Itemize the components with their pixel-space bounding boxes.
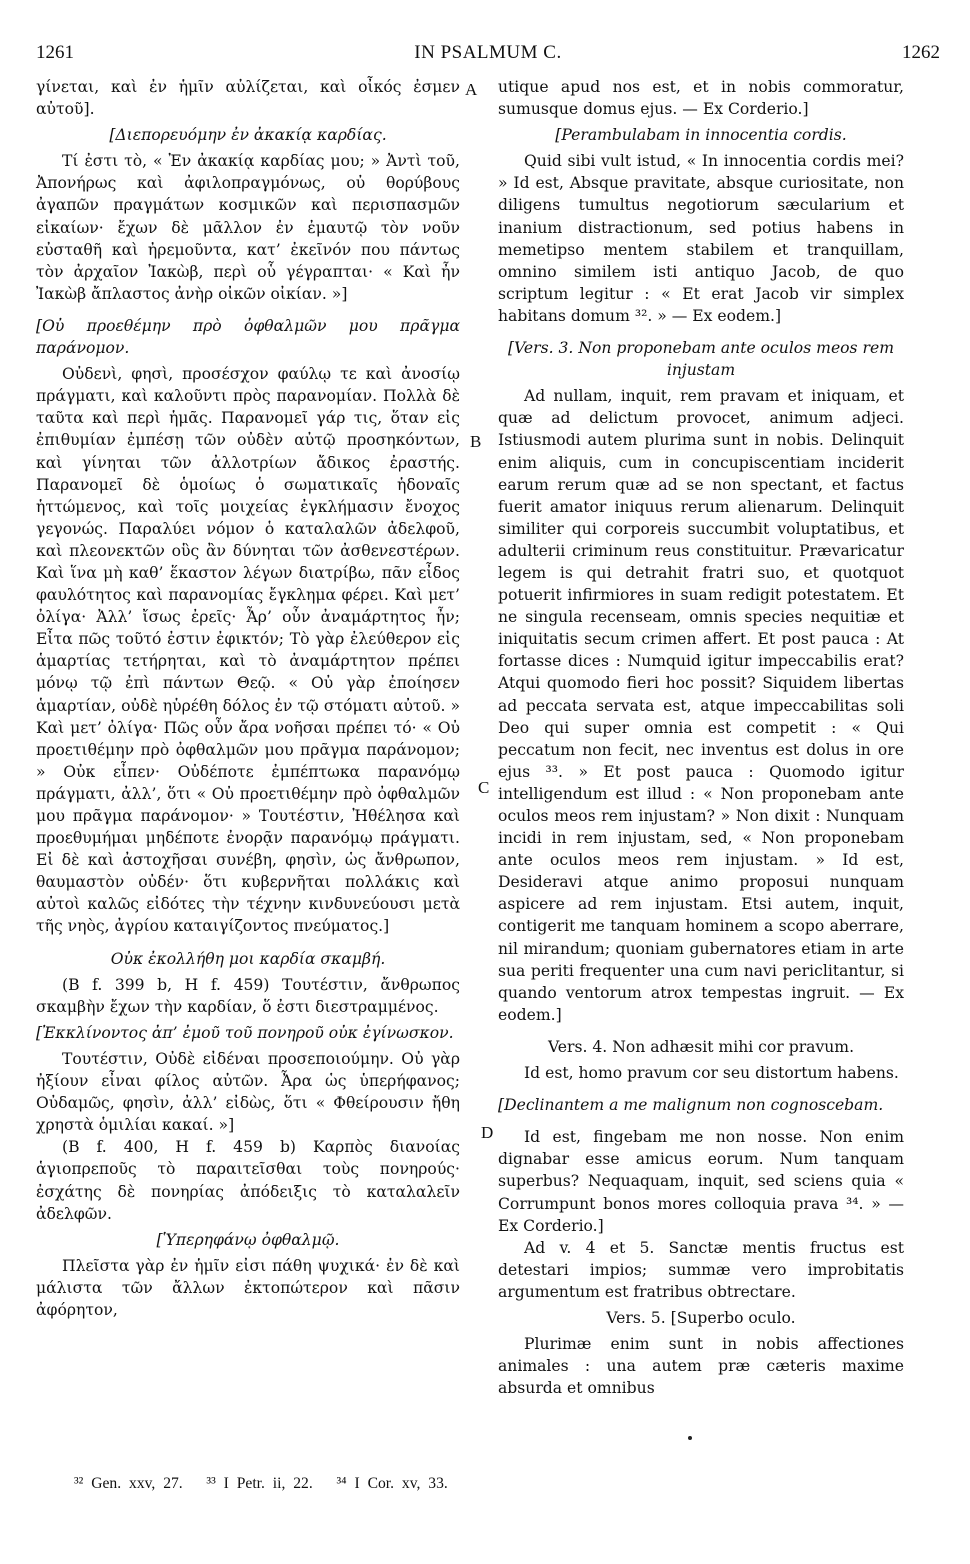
margin-mark-a: A	[465, 80, 478, 99]
latin-paragraph: Id est, homo pravum cor seu distortum habens.	[524, 1064, 899, 1083]
latin-verse-lemma: Vers. 4. Non adhæsit mihi cor pravum.	[547, 1037, 855, 1056]
latin-lemma-heading: [Declinantem a me malignum non cognoscebam.	[498, 1096, 884, 1115]
latin-paragraph: Id est, fingebam me non nosse. Non enim dignabar esse amicus eorum. Num tanquam superbus? Nequaquam, inquit, sed sciens quia « Corrumpunt bonos mores colloquia prava ³⁴. » — Ex Corderio.]	[498, 1128, 904, 1235]
greek-verse-lemma: [Ὑπερηφάνῳ ὀφθαλμῷ.	[156, 1230, 340, 1249]
footnotes	[74, 1475, 448, 1493]
greek-paragraph: (B f. 399 b, H f. 459) Τουτέστιν, ἄνθρωπος σκαμβὴν ἔχων τὴν καρδίαν, ὅ ἐστι διεστραμμένος.	[36, 975, 460, 1016]
latin-lemma-heading: [Vers. 3. Non proponebam ante oculos meos rem injustam	[508, 339, 894, 380]
greek-paragraph: (B f. 400, H f. 459 b) Καρπὸς διανοίας ἁγιοπρεποῦς τὸ παραιτεῖσθαι τοὺς πονηρούς· ἐσχάτης δὲ πονηρίας ἀπόδειξις τὸ καταλαλεῖν ἀδελφῶν.	[36, 1138, 460, 1223]
greek-lemma-heading: [Διεπορευόμην ἐν ἀκακίᾳ καρδίας.	[109, 126, 387, 145]
running-title: IN PSALMUM C.	[414, 42, 562, 63]
footnote-33: ³³ I Petr. ii, 22.	[206, 1475, 313, 1492]
margin-mark-c: C	[478, 778, 490, 797]
greek-lemma-heading: [Ἐκκλίνοντος ἀπ’ ἐμοῦ τοῦ πονηροῦ οὐκ ἐγίνωσκον.	[36, 1023, 454, 1042]
footnote-32: ³² Gen. xxv, 27.	[74, 1475, 183, 1492]
latin-paragraph: utique apud nos est, et in nobis commoratur, sumusque domus ejus. — Ex Corderio.]	[498, 78, 904, 119]
greek-paragraph: Πλεῖστα γὰρ ἐν ἡμῖν εἰσι πάθη ψυχικά· ἐν δὲ καὶ μάλιστα τῶν ἄλλων ἐκτοπώτερον καὶ πᾶσιν ἀφόρητον,	[36, 1256, 460, 1319]
greek-paragraph: Οὐδενὶ, φησὶ, προσέσχον φαύλῳ τε καὶ ἀνοσίῳ πράγματι, καὶ καλοῦντι πρὸς παρανομίαν. Πολλὰ δὲ ταῦτα καὶ περὶ ἡμᾶς. Παρανομεῖ γάρ τις, ὅταν εἰς ἐπιθυμίαν ἐμπέσῃ τῶν οὐδὲν αὐτῷ προσηκόντων, καὶ γίνηται τῶν ἀλλοτρίων ἄδικος ἐραστής. Παρανομεῖ δὲ ὁμοίως ὁ σωματικαῖς ἡδοναῖς ἡττώμενος, καὶ τοῖς μοιχείας ἐγκλήμασιν ἔνοχος γεγονώς. Παραλύει νόμον ὁ καταλαλῶν ἀδελφοῦ, καὶ πλεονεκτῶν οὓς ἂν δύνηται τῶν ἀσθενεστέρων. Καὶ ἵνα μὴ καθ’ ἕκαστον λέγων διατρίβω, πᾶν εἶδος φαυλότητος καὶ παρανομίας ἔγκλημα φέρει. Καὶ μετ’ ὀλίγα· Ἀλλ’ ἴσως ἐρεῖς· Ἆρ’ οὖν ἀναμάρτητος ἦν; Εἶτα πῶς τοῦτό ἐστιν ἐφικτόν; Τὸ γὰρ ἐλεύθερον εἰς ἁμαρτίας τετήρηται, καὶ τὸ ἀναμάρτητον πρέπει μόνῳ τῷ ἐπὶ πάντων Θεῷ. « Οὐ γὰρ ἐποίησεν ἁμαρτίαν, οὐδὲ ηὑρέθη δόλος ἐν τῷ στόματι αὐτοῦ. » Καὶ μετ’ ὀλίγα· Πῶς οὖν ἄρα νοῆσαι πρέπει τό· « Οὐ προετιθέμην πρὸ ὀφθαλμῶν μου πρᾶγμα παράνομον; » Οὐκ εἶπεν· Οὐδέποτε ἐμπέπτωκα παρανόμῳ πράγματι, ἀλλ’, ὅτι « Οὐ προετιθέμην πρὸ ὀφθαλμῶν μου πρᾶγμα παράνομον· » Τουτέστιν, Ἠθέλησα καὶ προεθυμήμαι μηδέποτε ἐνορᾷν παρανόμῳ πράγματι. Εἰ δὲ καὶ ἀστοχῆσαι συνέβη, φησὶν, ὡς ἄνθρωπον, θαυμαστὸν οὐδέν· ὅτι κυβερνῆται πολλάκις καὶ αὐτοὶ καλῶς εἰδότες τὴν τέχνην κινδυνεύουσι μετὰ τῆς νηὸς, ἀγρίου καταιγίζοντος πνεύματος.]	[36, 365, 460, 936]
margin-mark-b: B	[470, 432, 482, 451]
latin-paragraph: Plurimæ enim sunt in nobis affectiones animales : una autem præ cæteris maxime absurda et omnibus	[498, 1335, 904, 1398]
latin-column	[498, 76, 904, 1399]
greek-verse-lemma: Οὐκ ἐκολλήθη μοι καρδία σκαμβή.	[110, 949, 386, 968]
latin-paragraph: Quid sibi vult istud, « In innocentia cordis mei? » Id est, Absque pravitate, absque curiositate, non diligens tumultus negotiorum sæcularium et inanium distractionum, sed potius habens in memetipso mentem stabilem et tranquillam, omnino similem isti antiquo Jacob, de quo scriptum legitur : « Et erat Jacob vir simplex habitans domum ³². » — Ex eodem.]	[498, 152, 904, 325]
greek-paragraph: γίνεται, καὶ ἐν ἡμῖν αὐλίζεται, καὶ οἶκός ἐσμεν αὐτοῦ].	[36, 78, 460, 119]
latin-paragraph: Ad v. 4 et 5. Sanctæ mentis fructus est detestari impios; summæ vero improbitatis argumentum est fratribus obtrectare.	[498, 1238, 904, 1301]
latin-paragraph: Ad nullam, inquit, rem pravam et iniquam, et quæ ad delictum provocet, animum adjeci. Istiusmodi autem plurima sunt in nobis. Delinquit enim aliquis, cum in concupiscentiam inciderit earum rerum quæ ad se non spectant, et factus fuerit amator iniquus rerum alienarum. Delinquit similiter qui corporeis succumbit voluptatibus, et adulterii criminum reus constituitur. Prævaricatur legem is qui detrahit fratri suo, et quotquot potuerit infirmiores in suam redigit potestatem. Et ne singula recenseam, omnis species nequitiæ et iniquitatis secum crimen affert. Et post pauca : At fortasse dices : Numquid igitur impeccabilis erat? Atqui quomodo fieri hoc possit? Siquidem libertas ad peccata servata est, atque impeccabilitas soli Deo qui super omnia est competit : « Qui peccatum non fecit, nec inventus est dolus in ore ejus ³³. » Et post pauca : Quomodo igitur intelligendum est illud : « Non proponebam ante oculos meos rem injustam? » Non dixit : Nunquam incidi in rem injustam, sed, « Non proponebam ante oculos meos rem injustam. » Id est, Desideravi atque animo proposui nunquam aspicere ad rem injustam. Etsi autem, inquit, contigerit me tanquam hominem a scopo aberrare, nil mirandum; quoniam gubernatores etiam in arte sua periti frequenter una cum navi periclitantur, si quando ventorum atrox tempestas ingruit. — Ex eodem.]	[498, 387, 904, 1024]
greek-paragraph: Τουτέστιν, Οὐδὲ εἰδέναι προσεποιούμην. Οὐ γὰρ ἠξίουν εἶναι φίλος αὐτῶν. Ἆρα ὡς ὑπερήφανος; Οὐδαμῶς, φησὶν, ἀλλ’ εἰδὼς, ὅτι « Φθείρουσιν ἤθη χρηστὰ ὁμιλίαι κακαί. »]	[36, 1049, 460, 1135]
page-number-right: 1262	[902, 42, 940, 63]
margin-mark-d: D	[481, 1123, 494, 1142]
page-number-left: 1261	[36, 42, 74, 63]
footnote-34: ³⁴ I Cor. xv, 33.	[336, 1475, 448, 1492]
latin-verse-lemma: Vers. 5. [Superbo oculo.	[606, 1308, 796, 1327]
greek-column	[36, 76, 460, 1321]
ink-dot	[688, 1436, 692, 1440]
greek-lemma-heading: [Οὐ προεθέμην πρὸ ὀφθαλμῶν μου πρᾶγμα παράνομον.	[36, 316, 460, 358]
latin-lemma-heading: [Perambulabam in innocentia cordis.	[555, 126, 847, 145]
running-header	[36, 42, 940, 72]
greek-paragraph: Τί ἐστι τὸ, « Ἐν ἀκακίᾳ καρδίας μου; » Ἀντὶ τοῦ, Ἀπονήρως καὶ ἀφιλοπραγμόνως, οὐ θορύβους ἀγαπῶν πραγμάτων κοσμικῶν καὶ περισπασμῶν εἰκαίων· ἔχων δὲ μᾶλλον ἐν ἐμαυτῷ τὸν νοῦν εὐσταθῆ καὶ ἠρεμοῦντα, κατ’ ἐκεῖνόν που πάντως τὸν ἀρχαῖον Ἰακὼβ, περὶ οὗ γέγραπται· « Καὶ ἦν Ἰακὼβ ἄπλαστος ἀνὴρ οἰκῶν οἰκίαν. »]	[36, 152, 460, 303]
